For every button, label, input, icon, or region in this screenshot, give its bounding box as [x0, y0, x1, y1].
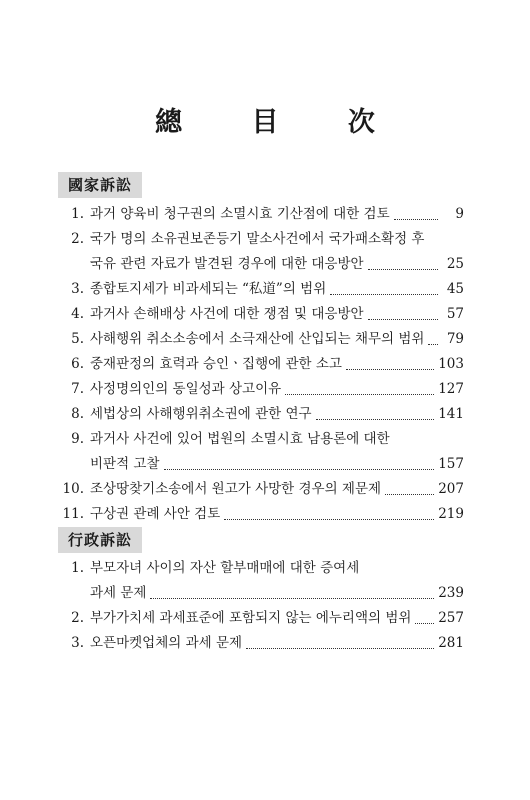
- page-title: 總 目 次: [155, 107, 405, 138]
- toc-entry-number: 2.: [71, 231, 84, 247]
- toc-entry-number: 3.: [71, 281, 84, 297]
- dot-leader: [415, 622, 434, 624]
- toc-entry[interactable]: [58, 402, 464, 427]
- section-heading-administrative-litigation: 行政訴訟: [58, 527, 142, 553]
- toc-entry-page-number: 79: [446, 331, 464, 347]
- toc-entry-number: 3.: [71, 635, 84, 651]
- toc-entry-title: 과거사 손해배상 사건에 대한 쟁점 및 대응방안: [90, 306, 364, 322]
- dot-leader: [316, 418, 435, 420]
- toc-entry-title: 국유 관련 자료가 발견된 경우에 대한 대응방안: [90, 256, 364, 272]
- toc-entry-title: 구상권 관례 사안 검토: [90, 506, 221, 522]
- toc-entry[interactable]: [58, 277, 464, 302]
- toc-entry-number: 2.: [71, 610, 84, 626]
- toc-entry-page-number: 239: [438, 585, 464, 601]
- toc-entry-number: 1.: [71, 206, 84, 222]
- toc-entry[interactable]: [58, 302, 464, 327]
- toc-list-administrative-litigation: [58, 556, 464, 656]
- toc-entry-page-number: 157: [438, 456, 464, 472]
- toc-entry[interactable]: [58, 352, 464, 377]
- toc-entry-title: 사해행위 취소소송에서 소극재산에 산입되는 채무의 범위: [90, 331, 425, 347]
- dot-leader: [385, 493, 434, 495]
- toc-entry-title: 종합토지세가 비과세되는 “私道”의 범위: [90, 281, 327, 297]
- toc-entry[interactable]: [58, 227, 464, 277]
- toc-entry-title: 과거사 사건에 있어 법원의 소멸시효 남용론에 대한: [90, 431, 390, 447]
- toc-entry-page-number: 207: [438, 481, 464, 497]
- toc-entry-title: 오픈마켓업체의 과세 문제: [90, 635, 243, 651]
- toc-entry[interactable]: [58, 606, 464, 631]
- toc-entry-title: 조상땅찾기소송에서 원고가 사망한 경우의 제문제: [90, 481, 382, 497]
- toc-entry-page-number: 141: [438, 406, 464, 422]
- toc-entry-page-number: 103: [438, 356, 464, 372]
- dot-leader: [346, 368, 434, 370]
- toc-entry-number: 6.: [71, 356, 84, 372]
- toc-entry-page-number: 9: [455, 206, 464, 222]
- dot-leader: [164, 468, 435, 470]
- toc-entry-title: 과거 양육비 청구권의 소멸시효 기산점에 대한 검토: [90, 206, 390, 222]
- toc-entry-page-number: 219: [438, 506, 464, 522]
- toc-list-national-litigation: [58, 202, 464, 527]
- toc-entry[interactable]: [58, 202, 464, 227]
- toc-entry-number: 8.: [71, 406, 84, 422]
- toc-entry-title: 부모자녀 사이의 자산 할부매매에 대한 증여세: [90, 560, 360, 576]
- toc-entry-title: 과세 문제: [90, 585, 147, 601]
- toc-entry-page-number: 57: [446, 306, 464, 322]
- toc-entry[interactable]: [58, 427, 464, 477]
- toc-entry-page-number: 25: [446, 256, 464, 272]
- toc-entry[interactable]: [58, 377, 464, 402]
- dot-leader: [224, 518, 434, 520]
- dot-leader: [368, 268, 438, 270]
- toc-entry[interactable]: [58, 327, 464, 352]
- toc-entry[interactable]: [58, 477, 464, 502]
- toc-entry-number: 11.: [62, 506, 84, 522]
- toc-entry-page-number: 127: [438, 381, 464, 397]
- toc-entry[interactable]: [58, 631, 464, 656]
- dot-leader: [394, 218, 438, 220]
- toc-entry-title: 비판적 고찰: [90, 456, 160, 472]
- section-heading-national-litigation: 國家訴訟: [58, 172, 142, 198]
- toc-entry-page-number: 45: [446, 281, 464, 297]
- dot-leader: [150, 597, 434, 599]
- toc-entry-number: 5.: [71, 331, 84, 347]
- toc-entry-number: 9.: [71, 431, 84, 447]
- toc-entry-title: 중재판정의 효력과 승인ㆍ집행에 관한 소고: [90, 356, 342, 372]
- toc-entry-number: 10.: [62, 481, 84, 497]
- toc-entry-number: 1.: [71, 560, 84, 576]
- toc-entry-title: 국가 명의 소유권보존등기 말소사건에서 국가패소확정 후: [90, 231, 425, 247]
- dot-leader: [428, 343, 438, 345]
- toc-entry[interactable]: [58, 502, 464, 527]
- dot-leader: [330, 293, 438, 295]
- toc-entry-title: 사정명의인의 동일성과 상고이유: [90, 381, 282, 397]
- toc-entry-title: 부가가치세 과세표준에 포함되지 않는 에누리액의 범위: [90, 610, 412, 626]
- toc-entry[interactable]: [58, 556, 464, 606]
- dot-leader: [246, 647, 434, 649]
- toc-entry-title: 세법상의 사해행위취소권에 관한 연구: [90, 406, 312, 422]
- dot-leader: [368, 318, 438, 320]
- toc-entry-page-number: 281: [438, 635, 464, 651]
- toc-entry-number: 7.: [71, 381, 84, 397]
- toc-entry-number: 4.: [71, 306, 84, 322]
- toc-entry-page-number: 257: [438, 610, 464, 626]
- dot-leader: [285, 393, 434, 395]
